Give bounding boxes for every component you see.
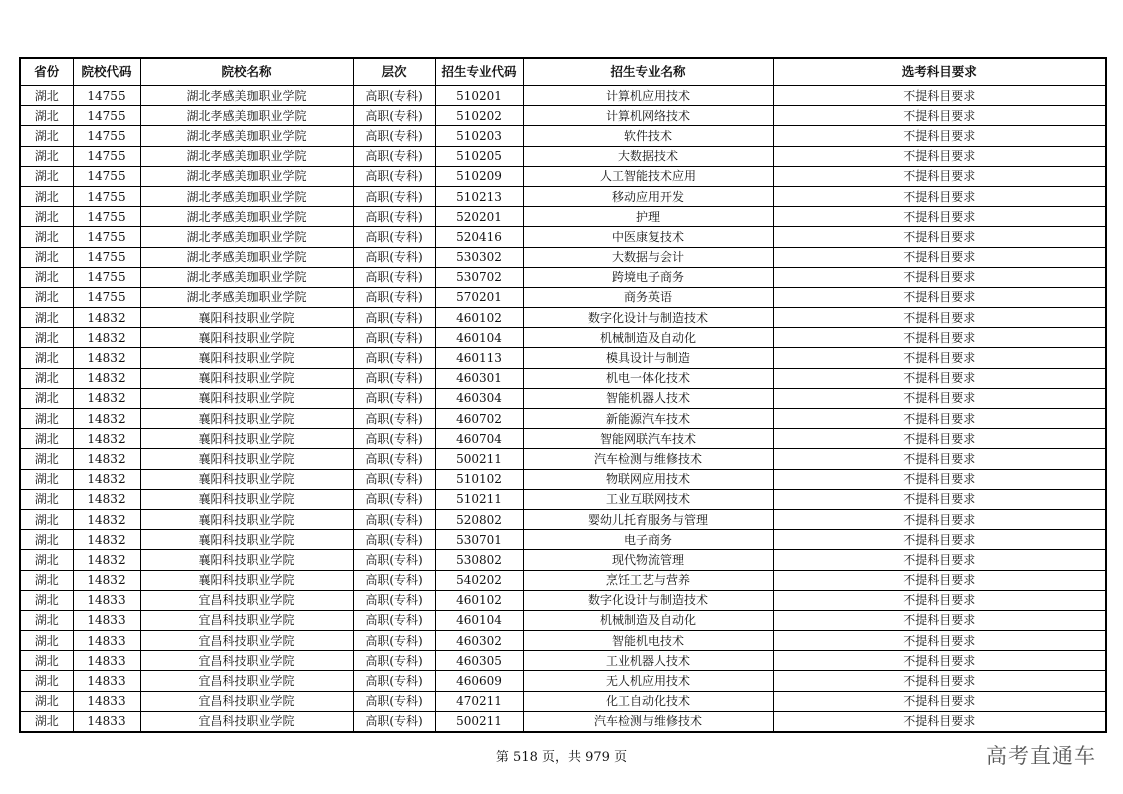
- cell-major-name: 大数据与会计: [523, 247, 773, 267]
- cell-province: 湖北: [20, 308, 73, 328]
- table-row: [20, 368, 1106, 388]
- cell-subject-requirement: 不提科目要求: [773, 570, 1106, 590]
- cell-subject-requirement: 不提科目要求: [773, 166, 1106, 186]
- header-subject-requirement: 选考科目要求: [773, 58, 1106, 86]
- table-row: [20, 509, 1106, 529]
- cell-major-code: 510213: [435, 186, 523, 206]
- cell-subject-requirement: 不提科目要求: [773, 509, 1106, 529]
- table-row: [20, 671, 1106, 691]
- cell-province: 湖北: [20, 388, 73, 408]
- table-row: [20, 610, 1106, 630]
- cell-school-name: 湖北孝感美珈职业学院: [140, 287, 353, 307]
- cell-major-name: 计算机应用技术: [523, 86, 773, 106]
- cell-major-name: 计算机网络技术: [523, 106, 773, 126]
- cell-school-code: 14832: [73, 449, 140, 469]
- cell-level: 高职(专科): [353, 610, 435, 630]
- cell-major-code: 510202: [435, 106, 523, 126]
- cell-major-name: 无人机应用技术: [523, 671, 773, 691]
- table-row: [20, 86, 1106, 106]
- table-row: [20, 207, 1106, 227]
- cell-subject-requirement: 不提科目要求: [773, 409, 1106, 429]
- cell-level: 高职(专科): [353, 449, 435, 469]
- cell-school-name: 宜昌科技职业学院: [140, 590, 353, 610]
- table-row: [20, 469, 1106, 489]
- cell-major-code: 530701: [435, 530, 523, 550]
- cell-major-name: 工业互联网技术: [523, 489, 773, 509]
- header-level: 层次: [353, 58, 435, 86]
- cell-major-name: 移动应用开发: [523, 186, 773, 206]
- cell-subject-requirement: 不提科目要求: [773, 610, 1106, 630]
- table-row: [20, 166, 1106, 186]
- cell-school-code: 14833: [73, 610, 140, 630]
- table-row: [20, 247, 1106, 267]
- cell-province: 湖北: [20, 186, 73, 206]
- cell-subject-requirement: 不提科目要求: [773, 469, 1106, 489]
- cell-major-name: 电子商务: [523, 530, 773, 550]
- cell-school-name: 宜昌科技职业学院: [140, 610, 353, 630]
- cell-school-name: 襄阳科技职业学院: [140, 449, 353, 469]
- cell-subject-requirement: 不提科目要求: [773, 530, 1106, 550]
- cell-school-code: 14755: [73, 186, 140, 206]
- cell-province: 湖北: [20, 227, 73, 247]
- cell-level: 高职(专科): [353, 368, 435, 388]
- cell-province: 湖北: [20, 711, 73, 732]
- cell-school-name: 襄阳科技职业学院: [140, 348, 353, 368]
- cell-major-code: 460302: [435, 631, 523, 651]
- cell-major-code: 570201: [435, 287, 523, 307]
- cell-subject-requirement: 不提科目要求: [773, 449, 1106, 469]
- cell-subject-requirement: 不提科目要求: [773, 308, 1106, 328]
- cell-major-code: 460102: [435, 308, 523, 328]
- cell-school-code: 14832: [73, 469, 140, 489]
- cell-major-code: 460104: [435, 610, 523, 630]
- cell-level: 高职(专科): [353, 146, 435, 166]
- cell-subject-requirement: 不提科目要求: [773, 146, 1106, 166]
- cell-level: 高职(专科): [353, 691, 435, 711]
- cell-subject-requirement: 不提科目要求: [773, 711, 1106, 732]
- table-row: [20, 590, 1106, 610]
- cell-level: 高职(专科): [353, 308, 435, 328]
- cell-major-code: 510211: [435, 489, 523, 509]
- cell-school-code: 14832: [73, 570, 140, 590]
- cell-school-code: 14755: [73, 86, 140, 106]
- cell-major-code: 460702: [435, 409, 523, 429]
- cell-major-name: 婴幼儿托育服务与管理: [523, 509, 773, 529]
- cell-school-code: 14833: [73, 711, 140, 732]
- cell-major-code: 510209: [435, 166, 523, 186]
- cell-school-name: 湖北孝感美珈职业学院: [140, 227, 353, 247]
- cell-major-name: 汽车检测与维修技术: [523, 711, 773, 732]
- cell-school-name: 襄阳科技职业学院: [140, 570, 353, 590]
- cell-level: 高职(专科): [353, 186, 435, 206]
- cell-major-code: 520201: [435, 207, 523, 227]
- cell-subject-requirement: 不提科目要求: [773, 388, 1106, 408]
- cell-school-name: 襄阳科技职业学院: [140, 328, 353, 348]
- cell-subject-requirement: 不提科目要求: [773, 207, 1106, 227]
- cell-major-name: 工业机器人技术: [523, 651, 773, 671]
- cell-level: 高职(专科): [353, 166, 435, 186]
- cell-school-code: 14832: [73, 348, 140, 368]
- table-row: [20, 409, 1106, 429]
- header-school-name: 院校名称: [140, 58, 353, 86]
- cell-major-code: 520416: [435, 227, 523, 247]
- cell-major-code: 460609: [435, 671, 523, 691]
- cell-level: 高职(专科): [353, 227, 435, 247]
- header-row: [20, 58, 1106, 86]
- cell-province: 湖北: [20, 550, 73, 570]
- cell-province: 湖北: [20, 610, 73, 630]
- cell-school-code: 14833: [73, 631, 140, 651]
- cell-major-code: 510205: [435, 146, 523, 166]
- cell-school-code: 14755: [73, 267, 140, 287]
- table-body: [20, 86, 1106, 733]
- cell-level: 高职(专科): [353, 388, 435, 408]
- cell-school-name: 宜昌科技职业学院: [140, 711, 353, 732]
- cell-major-code: 500211: [435, 711, 523, 732]
- cell-major-name: 智能网联汽车技术: [523, 429, 773, 449]
- table-row: [20, 186, 1106, 206]
- table-row: [20, 267, 1106, 287]
- cell-major-name: 化工自动化技术: [523, 691, 773, 711]
- cell-school-name: 湖北孝感美珈职业学院: [140, 86, 353, 106]
- cell-school-name: 湖北孝感美珈职业学院: [140, 106, 353, 126]
- watermark-text: 高考直通车: [986, 744, 1096, 768]
- cell-school-code: 14832: [73, 409, 140, 429]
- header-school-code: 院校代码: [73, 58, 140, 86]
- cell-major-name: 新能源汽车技术: [523, 409, 773, 429]
- cell-subject-requirement: 不提科目要求: [773, 247, 1106, 267]
- cell-school-code: 14832: [73, 429, 140, 449]
- cell-school-name: 宜昌科技职业学院: [140, 631, 353, 651]
- cell-subject-requirement: 不提科目要求: [773, 651, 1106, 671]
- cell-major-code: 460113: [435, 348, 523, 368]
- cell-level: 高职(专科): [353, 631, 435, 651]
- cell-major-name: 人工智能技术应用: [523, 166, 773, 186]
- cell-level: 高职(专科): [353, 671, 435, 691]
- cell-major-code: 460104: [435, 328, 523, 348]
- cell-major-name: 商务英语: [523, 287, 773, 307]
- cell-school-code: 14833: [73, 651, 140, 671]
- cell-province: 湖北: [20, 691, 73, 711]
- cell-school-code: 14755: [73, 247, 140, 267]
- cell-subject-requirement: 不提科目要求: [773, 671, 1106, 691]
- cell-level: 高职(专科): [353, 530, 435, 550]
- cell-school-code: 14832: [73, 489, 140, 509]
- cell-subject-requirement: 不提科目要求: [773, 106, 1106, 126]
- cell-school-name: 湖北孝感美珈职业学院: [140, 186, 353, 206]
- cell-school-code: 14755: [73, 126, 140, 146]
- cell-province: 湖北: [20, 469, 73, 489]
- table-row: [20, 631, 1106, 651]
- cell-school-name: 襄阳科技职业学院: [140, 550, 353, 570]
- cell-province: 湖北: [20, 166, 73, 186]
- table-row: [20, 691, 1106, 711]
- cell-province: 湖北: [20, 86, 73, 106]
- cell-major-name: 机械制造及自动化: [523, 328, 773, 348]
- cell-school-name: 襄阳科技职业学院: [140, 489, 353, 509]
- cell-school-name: 宜昌科技职业学院: [140, 651, 353, 671]
- cell-school-code: 14755: [73, 106, 140, 126]
- table-row: [20, 348, 1106, 368]
- table-row: [20, 308, 1106, 328]
- header-province: 省份: [20, 58, 73, 86]
- cell-major-code: 460304: [435, 388, 523, 408]
- cell-school-name: 湖北孝感美珈职业学院: [140, 267, 353, 287]
- cell-subject-requirement: 不提科目要求: [773, 348, 1106, 368]
- cell-level: 高职(专科): [353, 328, 435, 348]
- cell-subject-requirement: 不提科目要求: [773, 590, 1106, 610]
- cell-school-name: 襄阳科技职业学院: [140, 469, 353, 489]
- cell-major-name: 模具设计与制造: [523, 348, 773, 368]
- cell-subject-requirement: 不提科目要求: [773, 691, 1106, 711]
- cell-school-code: 14833: [73, 590, 140, 610]
- cell-major-code: 520802: [435, 509, 523, 529]
- cell-subject-requirement: 不提科目要求: [773, 550, 1106, 570]
- cell-major-name: 大数据技术: [523, 146, 773, 166]
- cell-school-name: 湖北孝感美珈职业学院: [140, 126, 353, 146]
- cell-school-name: 湖北孝感美珈职业学院: [140, 247, 353, 267]
- table-row: [20, 227, 1106, 247]
- cell-province: 湖北: [20, 631, 73, 651]
- table-row: [20, 146, 1106, 166]
- cell-level: 高职(专科): [353, 86, 435, 106]
- cell-school-code: 14755: [73, 207, 140, 227]
- cell-level: 高职(专科): [353, 207, 435, 227]
- cell-school-name: 襄阳科技职业学院: [140, 509, 353, 529]
- cell-subject-requirement: 不提科目要求: [773, 287, 1106, 307]
- cell-level: 高职(专科): [353, 550, 435, 570]
- table-row: [20, 429, 1106, 449]
- cell-province: 湖北: [20, 368, 73, 388]
- cell-province: 湖北: [20, 146, 73, 166]
- cell-school-name: 襄阳科技职业学院: [140, 409, 353, 429]
- table-row: [20, 287, 1106, 307]
- cell-subject-requirement: 不提科目要求: [773, 429, 1106, 449]
- cell-school-name: 宜昌科技职业学院: [140, 671, 353, 691]
- cell-major-name: 物联网应用技术: [523, 469, 773, 489]
- cell-province: 湖北: [20, 267, 73, 287]
- admission-table: [19, 57, 1107, 733]
- cell-major-code: 460301: [435, 368, 523, 388]
- cell-level: 高职(专科): [353, 509, 435, 529]
- cell-school-code: 14832: [73, 509, 140, 529]
- cell-province: 湖北: [20, 449, 73, 469]
- cell-province: 湖北: [20, 489, 73, 509]
- cell-subject-requirement: 不提科目要求: [773, 328, 1106, 348]
- cell-level: 高职(专科): [353, 429, 435, 449]
- cell-province: 湖北: [20, 126, 73, 146]
- cell-school-code: 14832: [73, 388, 140, 408]
- table-row: [20, 106, 1106, 126]
- cell-school-code: 14755: [73, 287, 140, 307]
- cell-level: 高职(专科): [353, 590, 435, 610]
- cell-province: 湖北: [20, 671, 73, 691]
- table-row: [20, 570, 1106, 590]
- cell-major-code: 530702: [435, 267, 523, 287]
- cell-major-code: 510102: [435, 469, 523, 489]
- cell-subject-requirement: 不提科目要求: [773, 227, 1106, 247]
- table-row: [20, 489, 1106, 509]
- cell-school-code: 14833: [73, 671, 140, 691]
- cell-level: 高职(专科): [353, 287, 435, 307]
- cell-school-code: 14832: [73, 550, 140, 570]
- cell-major-code: 530802: [435, 550, 523, 570]
- cell-school-code: 14832: [73, 368, 140, 388]
- table-row: [20, 711, 1106, 732]
- cell-major-code: 460102: [435, 590, 523, 610]
- cell-major-code: 530302: [435, 247, 523, 267]
- cell-level: 高职(专科): [353, 348, 435, 368]
- cell-school-name: 宜昌科技职业学院: [140, 691, 353, 711]
- cell-level: 高职(专科): [353, 489, 435, 509]
- cell-level: 高职(专科): [353, 409, 435, 429]
- cell-major-name: 烹饪工艺与营养: [523, 570, 773, 590]
- cell-province: 湖北: [20, 106, 73, 126]
- cell-school-code: 14755: [73, 146, 140, 166]
- cell-major-code: 540202: [435, 570, 523, 590]
- cell-province: 湖北: [20, 247, 73, 267]
- cell-school-name: 湖北孝感美珈职业学院: [140, 146, 353, 166]
- table-row: [20, 530, 1106, 550]
- table-row: [20, 449, 1106, 469]
- cell-province: 湖北: [20, 570, 73, 590]
- cell-school-name: 襄阳科技职业学院: [140, 308, 353, 328]
- cell-major-name: 数字化设计与制造技术: [523, 590, 773, 610]
- cell-province: 湖北: [20, 651, 73, 671]
- cell-subject-requirement: 不提科目要求: [773, 368, 1106, 388]
- cell-school-code: 14833: [73, 691, 140, 711]
- cell-school-code: 14755: [73, 227, 140, 247]
- cell-major-name: 智能机电技术: [523, 631, 773, 651]
- cell-major-name: 中医康复技术: [523, 227, 773, 247]
- cell-major-name: 现代物流管理: [523, 550, 773, 570]
- cell-province: 湖北: [20, 409, 73, 429]
- cell-subject-requirement: 不提科目要求: [773, 631, 1106, 651]
- table-row: [20, 126, 1106, 146]
- cell-level: 高职(专科): [353, 570, 435, 590]
- cell-level: 高职(专科): [353, 711, 435, 732]
- cell-major-name: 软件技术: [523, 126, 773, 146]
- table-row: [20, 550, 1106, 570]
- header-major-code: 招生专业代码: [435, 58, 523, 86]
- cell-province: 湖北: [20, 207, 73, 227]
- page-number: 第 518 页，共 979 页: [495, 750, 628, 765]
- cell-subject-requirement: 不提科目要求: [773, 186, 1106, 206]
- cell-school-code: 14755: [73, 166, 140, 186]
- cell-major-name: 数字化设计与制造技术: [523, 308, 773, 328]
- cell-level: 高职(专科): [353, 106, 435, 126]
- cell-province: 湖北: [20, 530, 73, 550]
- cell-major-name: 机械制造及自动化: [523, 610, 773, 630]
- cell-subject-requirement: 不提科目要求: [773, 126, 1106, 146]
- table-row: [20, 328, 1106, 348]
- cell-major-code: 460704: [435, 429, 523, 449]
- header-major-name: 招生专业名称: [523, 58, 773, 86]
- table-header: [20, 58, 1106, 86]
- cell-subject-requirement: 不提科目要求: [773, 267, 1106, 287]
- cell-school-code: 14832: [73, 530, 140, 550]
- table-row: [20, 651, 1106, 671]
- cell-major-code: 470211: [435, 691, 523, 711]
- cell-province: 湖北: [20, 429, 73, 449]
- cell-major-code: 460305: [435, 651, 523, 671]
- cell-province: 湖北: [20, 348, 73, 368]
- cell-province: 湖北: [20, 509, 73, 529]
- cell-school-code: 14832: [73, 328, 140, 348]
- cell-major-name: 智能机器人技术: [523, 388, 773, 408]
- cell-school-name: 湖北孝感美珈职业学院: [140, 166, 353, 186]
- cell-school-name: 襄阳科技职业学院: [140, 368, 353, 388]
- cell-subject-requirement: 不提科目要求: [773, 489, 1106, 509]
- cell-major-code: 500211: [435, 449, 523, 469]
- cell-level: 高职(专科): [353, 267, 435, 287]
- table-row: [20, 388, 1106, 408]
- cell-school-code: 14832: [73, 308, 140, 328]
- cell-province: 湖北: [20, 590, 73, 610]
- cell-school-name: 襄阳科技职业学院: [140, 530, 353, 550]
- cell-school-name: 湖北孝感美珈职业学院: [140, 207, 353, 227]
- cell-major-name: 机电一体化技术: [523, 368, 773, 388]
- cell-major-name: 汽车检测与维修技术: [523, 449, 773, 469]
- cell-major-name: 跨境电子商务: [523, 267, 773, 287]
- cell-level: 高职(专科): [353, 247, 435, 267]
- cell-province: 湖北: [20, 287, 73, 307]
- cell-school-name: 襄阳科技职业学院: [140, 429, 353, 449]
- cell-major-code: 510201: [435, 86, 523, 106]
- cell-province: 湖北: [20, 328, 73, 348]
- cell-school-name: 襄阳科技职业学院: [140, 388, 353, 408]
- cell-major-code: 510203: [435, 126, 523, 146]
- cell-major-name: 护理: [523, 207, 773, 227]
- cell-level: 高职(专科): [353, 651, 435, 671]
- cell-level: 高职(专科): [353, 126, 435, 146]
- cell-level: 高职(专科): [353, 469, 435, 489]
- cell-subject-requirement: 不提科目要求: [773, 86, 1106, 106]
